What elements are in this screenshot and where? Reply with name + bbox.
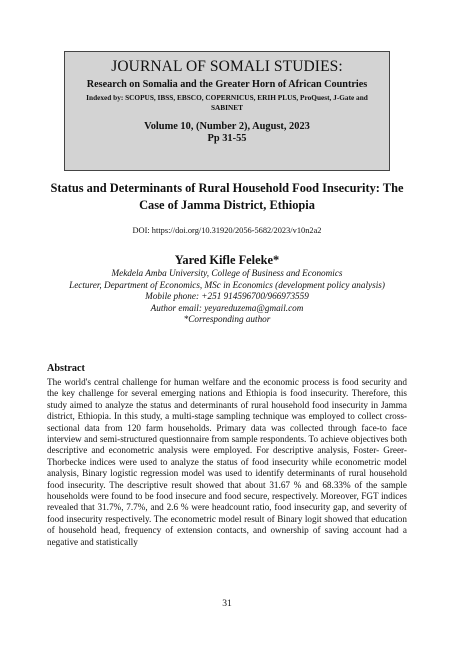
affiliation-email[interactable]: Author email: yeyareduzema@gmail.com xyxy=(150,302,304,313)
article-doi[interactable]: DOI: https://doi.org/10.31920/2056-5682/2023/v10n2a2 xyxy=(132,226,322,235)
journal-header-box xyxy=(64,51,390,171)
journal-volume: Volume 10, (Number 2), August, 2023 xyxy=(144,121,310,132)
affiliation-department: Lecturer, Department of Economics, MSc in Economics (development policy analysis) xyxy=(69,279,385,290)
journal-indexing: Indexed by: SCOPUS, IBSS, EBSCO, COPERNICUS, ERIH PLUS, ProQuest, J-Gate and SABINET xyxy=(86,93,368,112)
abstract-body: The world's central challenge for human welfare and the economic process is food security and the key challenge for several emerging nations and Ethiopia is food insecurity. Therefore, this study aimed to analyze the status and determinants of rural household food insecurity in Jamma district, Ethiopia. In this study, a multi-stage sampling technique was employed to collect cross-sectional data from 120 farm households. Primary data was collected through face-to face interview and semi-structured questionnaire from sample respondents. To achieve objectives both descriptive and econometric analysis were employed. For descriptive analysis, Foster- Greer- Thorbecke indices were used to analyze the status of food insecurity while econometric model analysis, Binary logistic regression model was used to identify determinants of rural household food insecurity. The descriptive result showed that about 31.67 % and 68.33% of the sample households were found to be food insecure and food secure, respectively. Moreover, FGT indices revealed that 31.7%, 7.7%, and 2.6 % were headcount ratio, food insecurity gap, and severity of food insecurity respectively. The econometric model result of Binary logit showed that education of household head, frequency of extension contacts, and ownership of saving account had a negative and statistically xyxy=(47,377,407,547)
abstract-heading: Abstract xyxy=(47,363,85,374)
affiliation-institution: Mekdela Amba University, College of Business and Economics xyxy=(111,268,343,278)
author-affiliation xyxy=(40,268,414,326)
affiliation-phone: Mobile phone: +251 914596700/966973559 xyxy=(145,291,309,302)
corresponding-author-note: *Corresponding author xyxy=(183,314,271,325)
journal-subtitle: Research on Somalia and the Greater Horn of African Countries xyxy=(86,79,368,90)
page-number: 31 xyxy=(222,598,232,609)
author-name: Yared Kifle Feleke* xyxy=(174,253,280,267)
journal-title: JOURNAL OF SOMALI STUDIES: xyxy=(111,58,343,75)
article-title: Status and Determinants of Rural Household Food Insecurity: The Case of Jamma District, Ethiopia xyxy=(50,181,404,212)
journal-pages: Pp 31-55 xyxy=(207,133,247,144)
